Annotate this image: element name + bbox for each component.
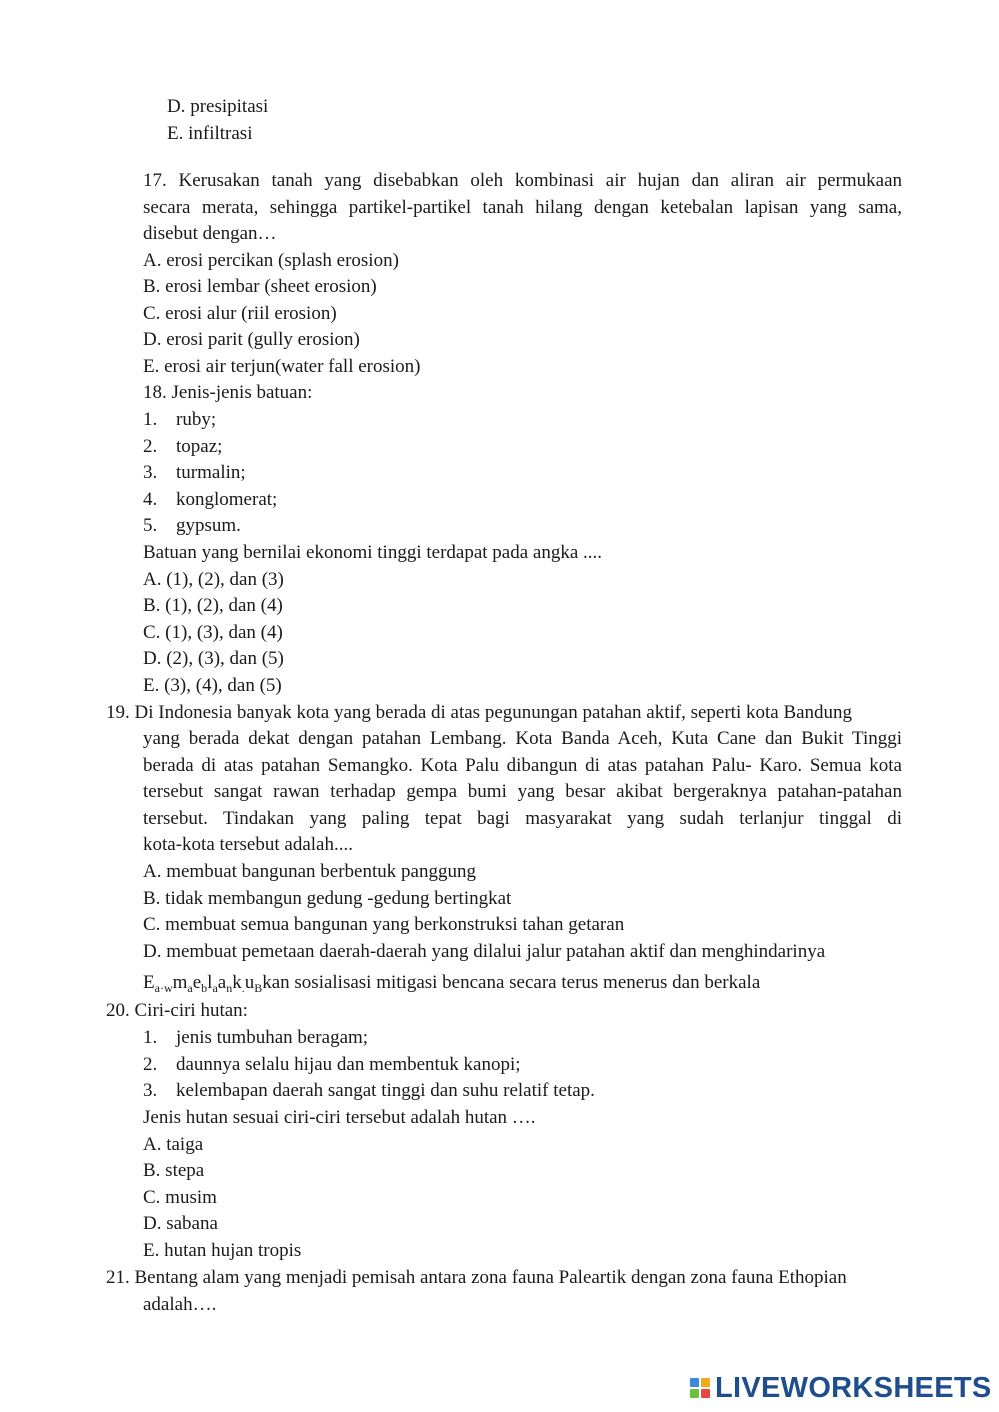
- q16-option-e: E. infiltrasi: [167, 123, 253, 144]
- q19-e-part: u: [244, 972, 255, 993]
- q19-e-part: b: [201, 981, 208, 995]
- q16-option-d: D. presipitasi: [167, 96, 269, 117]
- q18-item-3-num: 3.: [143, 462, 158, 483]
- q19-option-b: B. tidak membangun gedung -gedung bertingkat: [143, 888, 512, 909]
- q19-e-part: a: [154, 981, 160, 995]
- q18-item-5: [143, 515, 241, 537]
- q20-title: 20. Ciri-ciri hutan:: [106, 1000, 248, 1021]
- q19-text-line-6: kota-kota tersebut adalah....: [143, 834, 353, 855]
- q20-item-1-num: 1.: [143, 1027, 158, 1048]
- q19-e-part: ·: [159, 981, 164, 995]
- logo-square: [690, 1389, 699, 1398]
- q19-e-part: B: [254, 981, 263, 995]
- q18-item-1-num: 1.: [143, 409, 158, 430]
- q20-item-2-text: daunnya selalu hijau dan membentuk kanopi;: [176, 1054, 521, 1075]
- q17-text-line-3: disebut dengan…: [143, 223, 277, 244]
- q18-item-2: [143, 436, 222, 458]
- q18-item-5-text: gypsum.: [176, 515, 241, 536]
- q17-option-d: D. erosi parit (gully erosion): [143, 329, 360, 350]
- q19-e-part: E: [143, 972, 155, 993]
- q18-question: Batuan yang bernilai ekonomi tinggi terdapat pada angka ....: [143, 542, 603, 563]
- liveworksheets-logo[interactable]: [690, 1372, 992, 1404]
- q18-item-2-num: 2.: [143, 436, 158, 457]
- q21-text-line-1: 21. Bentang alam yang menjadi pemisah antara zona fauna Paleartik dengan zona fauna Ethopian: [106, 1267, 847, 1288]
- q19-e-part: l: [207, 972, 213, 993]
- q19-e-part: a: [217, 972, 227, 993]
- q18-item-4: [143, 489, 277, 511]
- logo-square: [701, 1389, 710, 1398]
- q20-option-d: D. sabana: [143, 1213, 218, 1234]
- q17-option-e: E. erosi air terjun(water fall erosion): [143, 356, 421, 377]
- q18-item-5-num: 5.: [143, 515, 158, 536]
- q19-e-part: kan sosialisasi mitigasi bencana secara terus menerus dan berkala: [262, 972, 761, 993]
- q18-item-1: [143, 409, 216, 431]
- q18-item-3: [143, 462, 246, 484]
- q19-option-a: A. membuat bangunan berbentuk panggung: [143, 861, 476, 882]
- q19-e-part: e: [192, 972, 202, 993]
- q20-item-1-text: jenis tumbuhan beragam;: [176, 1027, 369, 1048]
- q19-e-part: a: [187, 981, 193, 995]
- q17-option-a: A. erosi percikan (splash erosion): [143, 250, 399, 271]
- q18-item-4-num: 4.: [143, 489, 158, 510]
- q20-item-2: [143, 1054, 521, 1076]
- q20-option-e: E. hutan hujan tropis: [143, 1240, 302, 1261]
- q19-e-part: k: [232, 972, 242, 993]
- q18-option-e: E. (3), (4), dan (5): [143, 675, 282, 696]
- q19-text-line-3: berada di atas patahan Semangko. Kota Palu dibangun di atas patahan Palu- Karo. Semua kota: [143, 755, 902, 776]
- q18-option-b: B. (1), (2), dan (4): [143, 595, 283, 616]
- q21-text-line-2: adalah….: [143, 1294, 217, 1315]
- q19-e-part: .: [241, 981, 245, 995]
- logo-square: [701, 1378, 710, 1387]
- q19-option-e: [143, 972, 760, 999]
- q20-option-c: C. musim: [143, 1187, 217, 1208]
- q20-item-1: [143, 1027, 368, 1049]
- logo-squares-icon: [690, 1378, 710, 1398]
- q18-option-d: D. (2), (3), dan (5): [143, 648, 284, 669]
- q20-item-3-num: 3.: [143, 1080, 158, 1101]
- q18-title: 18. Jenis-jenis batuan:: [143, 382, 313, 403]
- q17-option-c: C. erosi alur (riil erosion): [143, 303, 337, 324]
- q20-question: Jenis hutan sesuai ciri-ciri tersebut adalah hutan ….: [143, 1107, 536, 1128]
- q18-option-c: C. (1), (3), dan (4): [143, 622, 283, 643]
- q20-option-a: A. taiga: [143, 1134, 204, 1155]
- q19-e-part: a: [212, 981, 218, 995]
- q19-e-part: w: [163, 981, 173, 995]
- q20-item-3: [143, 1080, 595, 1102]
- q19-text-line-1: 19. Di Indonesia banyak kota yang berada di atas pegunungan patahan aktif, seperti kota Bandung: [106, 702, 853, 723]
- q19-option-d: D. membuat pemetaan daerah-daerah yang dilalui jalur patahan aktif dan menghindarinya: [143, 941, 826, 962]
- q18-item-2-text: topaz;: [176, 436, 223, 457]
- logo-text: LIVEWORKSHEETS: [715, 1371, 992, 1404]
- q19-text-line-5: tersebut. Tindakan yang paling tepat bagi masyarakat yang sudah terlanjur tinggal di: [143, 808, 902, 829]
- q19-e-part: n: [226, 981, 233, 995]
- q17-text-line-1: 17. Kerusakan tanah yang disebabkan oleh kombinasi air hujan dan aliran air permukaan: [143, 170, 902, 191]
- q20-option-b: B. stepa: [143, 1160, 205, 1181]
- q18-item-4-text: konglomerat;: [176, 489, 278, 510]
- q19-option-c: C. membuat semua bangunan yang berkonstruksi tahan getaran: [143, 914, 625, 935]
- q20-item-3-text: kelembapan daerah sangat tinggi dan suhu relatif tetap.: [176, 1080, 595, 1101]
- q19-text-line-2: yang berada dekat dengan patahan Lembang. Kota Banda Aceh, Kuta Cane dan Bukit Tinggi: [143, 728, 902, 749]
- q19-e-part: m: [172, 972, 188, 993]
- q20-item-2-num: 2.: [143, 1054, 158, 1075]
- q18-item-1-text: ruby;: [176, 409, 217, 430]
- q17-text-line-2: secara merata, sehingga partikel-partikel tanah hilang dengan ketebalan lapisan yang sama,: [143, 197, 902, 218]
- q19-text-line-4: tersebut sangat rawan terhadap gempa bumi yang besar akibat bergeraknya patahan-patahan: [143, 781, 902, 802]
- q18-option-a: A. (1), (2), dan (3): [143, 569, 284, 590]
- q18-item-3-text: turmalin;: [176, 462, 246, 483]
- logo-square: [690, 1378, 699, 1387]
- q17-option-b: B. erosi lembar (sheet erosion): [143, 276, 377, 297]
